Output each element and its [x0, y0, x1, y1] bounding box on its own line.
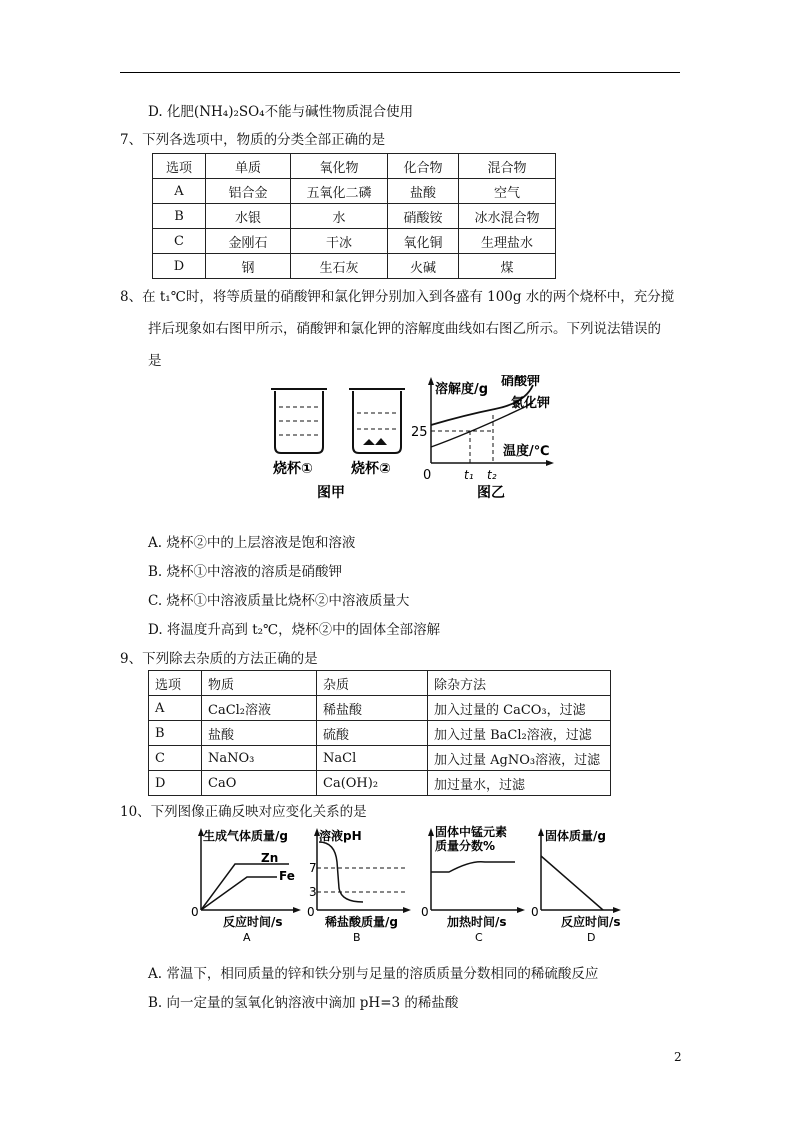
q8-option-a: A. 烧杯②中的上层溶液是饱和溶液 — [148, 535, 356, 551]
beaker-1-label: 烧杯① — [273, 461, 313, 477]
table-cell: 氧化铜 — [388, 229, 459, 254]
graph-b-tick-3: 3 — [309, 885, 317, 899]
y-tick-25: 25 — [411, 425, 428, 440]
header-cell: 选项 — [153, 154, 206, 179]
table-cell: A — [149, 696, 202, 721]
q8-option-c: C. 烧杯①中溶液质量比烧杯②中溶液质量大 — [148, 593, 410, 609]
table-cell: Ca(OH)₂ — [317, 771, 428, 796]
table-cell: A — [153, 179, 206, 204]
header-cell: 除杂方法 — [428, 671, 611, 696]
figure-a-caption: 图甲 — [317, 485, 345, 501]
graph-a-xlabel: 反应时间/s — [223, 915, 283, 929]
table-cell: 加入过量 BaCl₂溶液，过滤 — [428, 721, 611, 746]
table-cell: 生理盐水 — [459, 229, 556, 254]
table-row — [149, 721, 611, 746]
table-cell: 盐酸 — [202, 721, 317, 746]
figure-b-caption: 图乙 — [477, 485, 505, 501]
table-row — [153, 204, 556, 229]
graph-b-ylabel: 溶液pH — [319, 829, 362, 843]
table-cell: 加入过量的 CaCO₃，过滤 — [428, 696, 611, 721]
q9-stem: 9、下列除去杂质的方法正确的是 — [120, 651, 318, 667]
header-cell: 单质 — [206, 154, 291, 179]
graph-a-ylabel: 生成气体质量/g — [203, 829, 288, 843]
q10-graphs — [185, 822, 625, 944]
graph-c-xlabel: 加热时间/s — [447, 915, 507, 929]
header-cell: 混合物 — [459, 154, 556, 179]
beaker-2 — [349, 389, 405, 453]
table-header-row — [149, 671, 611, 696]
graph-c-ylabel-1: 固体中锰元素 — [435, 825, 508, 839]
table-cell: D — [153, 254, 206, 279]
q8-stem-line2: 拌后现象如右图甲所示，硝酸钾和氯化钾的溶解度曲线如右图乙所示。下列说法错误的 — [148, 321, 661, 337]
q6-option-d: D. 化肥(NH₄)₂SO₄不能与碱性物质混合使用 — [148, 104, 414, 120]
solubility-xlabel: 温度/℃ — [503, 444, 550, 459]
graph-origin: 0 — [423, 468, 432, 483]
table-row — [153, 229, 556, 254]
q9-table — [148, 670, 611, 796]
table-cell: 空气 — [459, 179, 556, 204]
q10-stem: 10、下列图像正确反映对应变化关系的是 — [120, 804, 367, 820]
table-cell: C — [153, 229, 206, 254]
table-row — [153, 254, 556, 279]
q8-option-b: B. 烧杯①中溶液的溶质是硝酸钾 — [148, 564, 343, 580]
table-cell: 金刚石 — [206, 229, 291, 254]
q10-option-a: A. 常温下，相同质量的锌和铁分别与足量的溶质质量分数相同的稀硫酸反应 — [148, 966, 599, 982]
q8-figure — [265, 375, 565, 505]
header-cell: 氧化物 — [291, 154, 388, 179]
q7-table — [152, 153, 556, 279]
graph-d-letter: D — [587, 931, 596, 944]
table-cell: 铝合金 — [206, 179, 291, 204]
tick-t2: t₂ — [487, 468, 497, 482]
table-cell: 生石灰 — [291, 254, 388, 279]
graph-a-origin: 0 — [191, 905, 199, 919]
page-number: 2 — [674, 1050, 682, 1064]
series-kno3-label: 硝酸钾 — [501, 375, 541, 389]
table-row — [149, 696, 611, 721]
graph-b-letter: B — [353, 931, 361, 944]
header-cell: 化合物 — [388, 154, 459, 179]
header-cell: 物质 — [202, 671, 317, 696]
table-row — [153, 179, 556, 204]
q7-stem: 7、下列各选项中，物质的分类全部正确的是 — [120, 132, 386, 148]
beaker-2-label: 烧杯② — [351, 461, 391, 477]
header-rule — [120, 72, 680, 73]
table-cell: 煤 — [459, 254, 556, 279]
table-row — [149, 746, 611, 771]
table-cell: 五氧化二磷 — [291, 179, 388, 204]
graph-c-letter: C — [475, 931, 483, 944]
header-cell: 选项 — [149, 671, 202, 696]
table-cell: 冰水混合物 — [459, 204, 556, 229]
graph-c-ylabel-2: 质量分数% — [435, 839, 496, 853]
table-cell: 火碱 — [388, 254, 459, 279]
table-cell: B — [153, 204, 206, 229]
table-row — [149, 771, 611, 796]
graph-b-xlabel: 稀盐酸质量/g — [325, 915, 398, 929]
table-cell: D — [149, 771, 202, 796]
table-cell: NaCl — [317, 746, 428, 771]
table-cell: 硝酸铵 — [388, 204, 459, 229]
table-cell: B — [149, 721, 202, 746]
series-kcl-label: 氯化钾 — [511, 396, 551, 411]
graph-d-xlabel: 反应时间/s — [561, 915, 621, 929]
graph-c-origin: 0 — [421, 905, 429, 919]
graph-a-letter: A — [243, 931, 251, 944]
table-cell: CaO — [202, 771, 317, 796]
tick-t1: t₁ — [464, 468, 474, 482]
table-header-row — [153, 154, 556, 179]
header-cell: 杂质 — [317, 671, 428, 696]
table-cell: 加过量水，过滤 — [428, 771, 611, 796]
graph-d-ylabel: 固体质量/g — [545, 829, 606, 843]
table-cell: 水银 — [206, 204, 291, 229]
table-cell: 稀盐酸 — [317, 696, 428, 721]
table-cell: 钢 — [206, 254, 291, 279]
table-cell: CaCl₂溶液 — [202, 696, 317, 721]
graph-d-origin: 0 — [531, 905, 539, 919]
table-cell: 干冰 — [291, 229, 388, 254]
graph-a-fe-label: Fe — [279, 869, 295, 883]
graph-a-zn-label: Zn — [261, 851, 279, 865]
q8-option-d: D. 将温度升高到 t₂℃，烧杯②中的固体全部溶解 — [148, 622, 441, 638]
table-cell: 水 — [291, 204, 388, 229]
q8-stem-line1: 8、在 t₁℃时，将等质量的硝酸钾和氯化钾分别加入到各盛有 100g 水的两个烧杯中，充分搅 — [120, 289, 675, 305]
solubility-ylabel: 溶解度/g — [435, 382, 489, 397]
q10-option-b: B. 向一定量的氢氧化钠溶液中滴加 pH=3 的稀盐酸 — [148, 995, 459, 1011]
table-cell: 硫酸 — [317, 721, 428, 746]
table-cell: 盐酸 — [388, 179, 459, 204]
graph-b-origin: 0 — [307, 905, 315, 919]
table-cell: 加入过量 AgNO₃溶液，过滤 — [428, 746, 611, 771]
beaker-1 — [271, 389, 327, 453]
table-cell: C — [149, 746, 202, 771]
graph-b-tick-7: 7 — [309, 861, 317, 875]
q8-stem-line3: 是 — [148, 353, 162, 369]
table-cell: NaNO₃ — [202, 746, 317, 771]
